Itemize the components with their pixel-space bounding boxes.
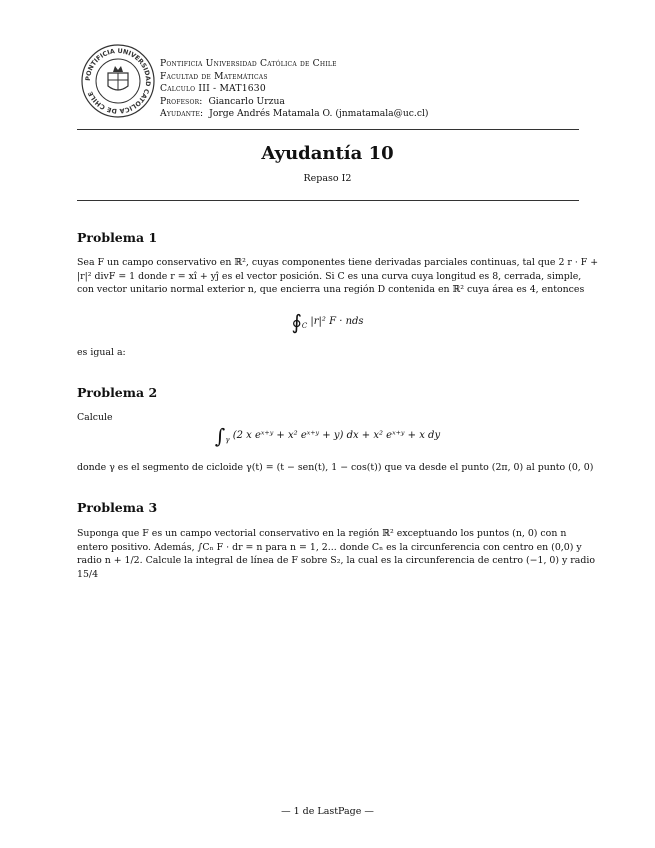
problem-2-equation-sub: γ (225, 436, 230, 444)
problem-2-heading: Problema 2 (77, 385, 158, 400)
ayudante-label: Ayudante: (160, 108, 204, 120)
title-rule (77, 200, 579, 201)
course-name: Calculo III - MAT1630 (160, 83, 266, 95)
profesor-label: Profesor: (160, 95, 203, 107)
problem-3-line-2: entero positivo. Además, ∫Cₙ F · dr = n para n = 1, 2... donde Cₙ es la circunferencia con centro en (0,0) y (77, 541, 582, 553)
university-name: Pontificia Universidad Católica de Chile (160, 58, 337, 69)
faculty-name: Facultad de Matemáticas (160, 70, 268, 82)
page-footer: — 1 de LastPage — (281, 806, 374, 817)
page-title: Ayudantía 10 (261, 143, 394, 164)
problem-3-heading: Problema 3 (77, 500, 158, 515)
problem-1-equation-sub: C (301, 322, 308, 330)
problem-2-equation (0, 424, 655, 448)
problem-1-line-1: Sea F un campo conservativo en ℝ², cuyas componentes tiene derivadas parciales continuas, tal que 2 r · F + (77, 257, 599, 268)
problem-1-equation-body: |r|² F · nds (310, 316, 364, 327)
profesor-line (160, 96, 428, 109)
institution-header (160, 58, 428, 121)
problem-2-equation-body: (2 x eˣ⁺ʸ + x² eˣ⁺ʸ + y) dx + x² eˣ⁺ʸ + x dy (232, 430, 441, 441)
problem-3-line-3: radio n + 1/2. Calcule la integral de línea de F sobre S₂, la cual es la circunferencia de centro (−1, 0) y radio (77, 555, 596, 566)
contour-integral-icon: ∮ (291, 310, 302, 334)
problem-1-heading: Problema 1 (77, 230, 158, 245)
university-seal-icon (80, 42, 156, 120)
header-rule (77, 129, 579, 130)
problem-1-line-3: con vector unitario normal exterior n, que encierra una región D contenida en ℝ² cuya área es 4, entonces (77, 284, 585, 295)
integral-icon: ∫ (214, 424, 226, 448)
ayudante-line (160, 108, 428, 121)
page-subtitle: Repaso I2 (303, 173, 352, 184)
problem-1-equation (0, 310, 655, 334)
problem-3-text (77, 527, 596, 581)
problem-1-line-2: |r|² divF = 1 donde r = xî + yĵ es el vector posición. Si C es una curva cuya longitud es 8, cerrada, simple, (77, 270, 582, 282)
svg-text:PONTIFICIA UNIVERSIDAD CATOLIC: PONTIFICIA UNIVERSIDAD CATOLICA DE CHILE (83, 46, 153, 116)
problem-1-text (77, 256, 599, 297)
ayudante-name: Jorge Andrés Matamala O. (jnmatamala@uc.cl) (209, 108, 429, 120)
problem-2-after: donde γ es el segmento de cicloide γ(t) = (t − sen(t), 1 − cos(t)) que va desde el punto (2π, 0) al punto (0, 0) (77, 462, 594, 473)
problem-2-intro: Calcule (77, 412, 113, 423)
profesor-name: Giancarlo Urzua (208, 95, 285, 107)
problem-3-line-4: 15/4 (77, 568, 99, 580)
problem-1-after: es igual a: (77, 347, 126, 358)
problem-3-line-1: Suponga que F es un campo vectorial conservativo en la región ℝ² exceptuando los puntos (n, 0) con n (77, 528, 567, 539)
